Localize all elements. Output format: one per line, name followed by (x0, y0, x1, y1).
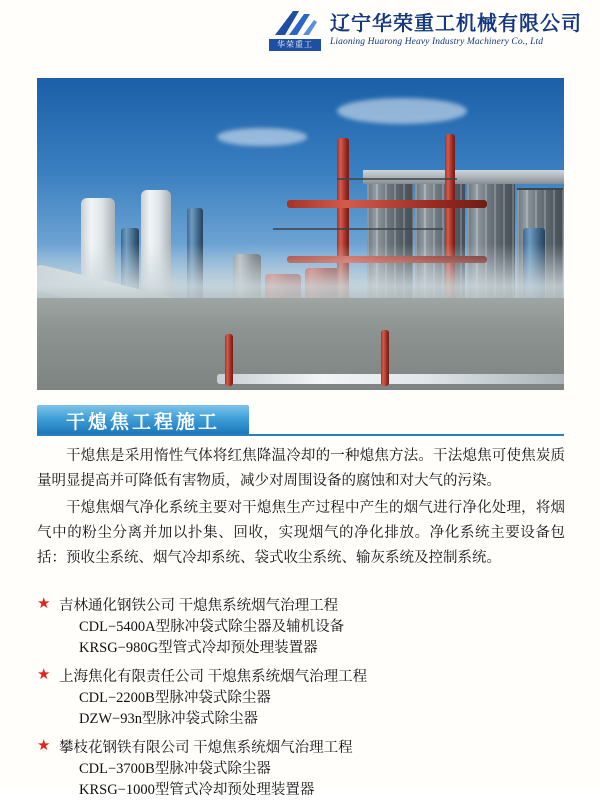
project-title: 上海焦化有限责任公司 干熄焦系统烟气治理工程 (59, 669, 368, 685)
cloud (337, 98, 467, 124)
body-paragraph-2: 干熄焦烟气净化系统主要对干熄焦生产过程中产生的烟气进行净化处理，将烟气中的粉尘分离并加以扑集、回收，实现烟气的净化排放。净化系统主要设备包括：预收尘系统、烟气冷却系统、袋式收尘系统、输灰系统及控制系统。 (37, 500, 565, 566)
section-title: 干熄焦工程施工 (65, 411, 220, 433)
project-detail: CDL−2200B型脉冲袋式除尘器 (79, 690, 271, 706)
logo-letters: 华荣重工 (269, 39, 321, 51)
company-name-en: Liaoning Huarong Heavy Industry Machinery Co., Ltd (330, 36, 544, 47)
list-item (37, 596, 565, 659)
star-icon: ★ (37, 667, 51, 683)
cloud (217, 128, 307, 146)
logo-text (330, 12, 582, 49)
project-detail: KRSG−980G型管式冷却预处理装置器 (79, 640, 318, 656)
list-item (37, 738, 565, 801)
walkway-rail (337, 178, 457, 180)
star-icon: ★ (37, 596, 51, 612)
star-icon: ★ (37, 738, 51, 754)
roof-duct (363, 170, 564, 184)
company-logo (269, 9, 582, 51)
project-detail: CDL−5400A型脉冲袋式除尘器及辅机设备 (79, 619, 345, 635)
project-detail: DZW−93n型脉冲袋式除尘器 (79, 711, 258, 727)
project-list (37, 596, 565, 809)
walkway-rail (273, 228, 443, 230)
project-detail: CDL−3700B型脉冲袋式除尘器 (79, 761, 271, 777)
ground-column (225, 334, 233, 386)
section-title-bar (37, 405, 249, 435)
ground-column (381, 330, 389, 386)
ground-pipe (217, 374, 564, 384)
body-paragraph-1: 干熄焦是采用惰性气体将红焦降温冷却的一种熄焦方法。干法熄焦可使焦炭质量明显提高并可降低有害物质，减少对周围设备的腐蚀和对大气的污染。 (37, 448, 565, 489)
company-name-cn: 辽宁华荣重工机械有限公司 (330, 12, 582, 35)
project-title: 攀枝花钢铁有限公司 干熄焦系统烟气治理工程 (59, 740, 353, 756)
section-title-rule (37, 434, 564, 436)
page-header (0, 0, 600, 60)
project-detail: KRSG−1000型管式冷却预处理装置器 (79, 782, 315, 798)
cross-beam (287, 200, 487, 208)
logo-mark (269, 9, 321, 51)
huarong-logo-icon (273, 9, 317, 36)
project-title: 吉林通化钢铁公司 干熄焦系统烟气治理工程 (59, 598, 339, 614)
project-photo (37, 78, 564, 390)
section-body (37, 444, 565, 573)
photo-haze (37, 244, 564, 304)
list-item (37, 667, 565, 730)
